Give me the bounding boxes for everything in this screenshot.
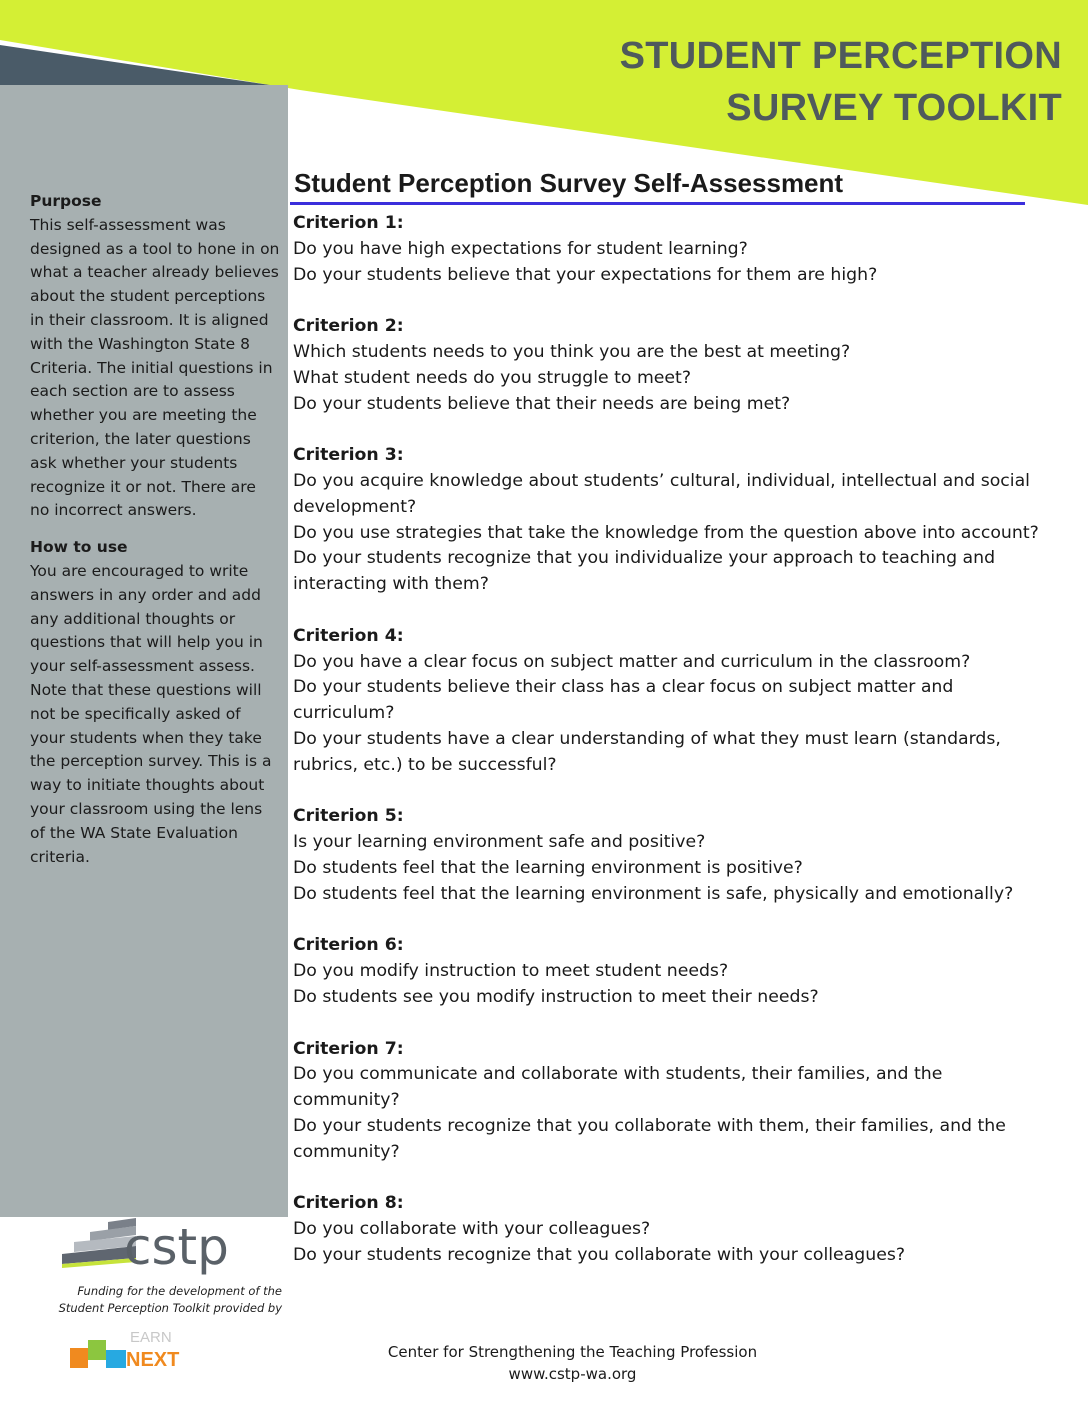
criterion-question: Which students needs to you think you are the best at meeting? [293,341,851,362]
title-underline [290,202,1025,205]
funding-line-1: Funding for the development of the [77,1284,282,1298]
earn-next-logo [68,1326,218,1372]
earn-logo-text: EARN [130,1329,172,1346]
criterion-label: Criterion 6: [293,935,404,956]
criterion-question: Do your students believe that their needs are being met? [293,393,791,414]
criterion-question: What student needs do you struggle to meet? [293,367,692,388]
criterion-label: Criterion 8: [293,1193,404,1214]
footer-url: www.cstp-wa.org [508,1365,637,1383]
toolkit-title [620,30,1062,134]
criterion-6 [293,933,1053,1010]
criterion-3 [293,443,1053,598]
cstp-logo [62,1214,242,1288]
criterion-question: Do students feel that the learning environment is positive? [293,857,803,878]
criterion-5 [293,804,1053,907]
toolkit-title-line2: SURVEY TOOLKIT [726,87,1062,129]
criterion-4 [293,624,1053,779]
criterion-question: Do your students recognize that you collaborate with them, their families, and the community? [293,1115,1006,1162]
criterion-question: Do you use strategies that take the knowledge from the question above into account? [293,522,1039,543]
criterion-question: Do you have high expectations for student learning? [293,238,748,259]
criteria-list [293,211,1053,1294]
criterion-question: Do you acquire knowledge about students’ cultural, individual, intellectual and social development? [293,470,1030,517]
criterion-question: Do students feel that the learning environment is safe, physically and emotionally? [293,883,1014,904]
sidebar [30,190,280,882]
criterion-8 [293,1191,1053,1268]
footer [290,1341,855,1385]
criterion-question: Do your students believe that your expectations for them are high? [293,264,878,285]
footer-org-name: Center for Strengthening the Teaching Profession [387,1343,758,1361]
criterion-question: Do you collaborate with your colleagues? [293,1219,651,1240]
criterion-question: Do you modify instruction to meet student needs? [293,961,729,982]
criterion-label: Criterion 1: [293,213,404,233]
how-to-use-text: You are encouraged to write answers in any order and add any additional thoughts or questions that will help you in your self-assessment assess. Note that these questions will not be specifically asked of your students when they take the perception survey. This is a way to initiate thoughts about your classroom using the lens of the WA State Evaluation criteria. [30,561,272,866]
criterion-question: Do you communicate and collaborate with students, their families, and the community? [293,1064,943,1111]
criterion-question: Do your students recognize that you individualize your approach to teaching and interacting with them? [293,548,996,595]
cstp-logo-text: cstp [124,1218,229,1276]
criterion-label: Criterion 4: [293,625,404,646]
document-title: Student Perception Survey Self-Assessment [294,168,844,198]
criterion-label: Criterion 5: [293,806,404,827]
criterion-label: Criterion 3: [293,445,404,466]
criterion-label: Criterion 7: [293,1038,404,1059]
toolkit-title-line1: STUDENT PERCEPTION [619,35,1062,77]
criterion-label: Criterion 2: [293,316,404,337]
funding-line-2: Student Perception Toolkit provided by [58,1301,282,1315]
criterion-question: Do your students recognize that you collaborate with your colleagues? [293,1244,906,1265]
criterion-7 [293,1037,1053,1166]
purpose-text: This self-assessment was designed as a tool to hone in on what a teacher already believes about the student perceptions in their classroom. It is aligned with the Washington State 8 Criteria. The initial questions in each section are to assess whether you are meeting the criterion, the later questions ask whether your students recognize it or not. There are no incorrect answers. [30,215,280,520]
criterion-1 [293,211,1053,288]
how-to-use-heading: How to use [30,538,128,557]
criterion-question: Is your learning environment safe and positive? [293,832,706,853]
criterion-question: Do your students believe their class has a clear focus on subject matter and curriculum? [293,677,954,724]
next-logo-text: NEXT [126,1349,180,1371]
purpose-heading: Purpose [30,192,102,210]
funding-note [20,1283,282,1317]
criterion-question: Do students see you modify instruction to meet their needs? [293,986,819,1007]
criterion-question: Do your students have a clear understanding of what they must learn (standards, rubrics, etc.) to be successful? [293,728,1001,775]
criterion-question: Do you have a clear focus on subject matter and curriculum in the classroom? [293,651,971,672]
criterion-2 [293,314,1053,417]
